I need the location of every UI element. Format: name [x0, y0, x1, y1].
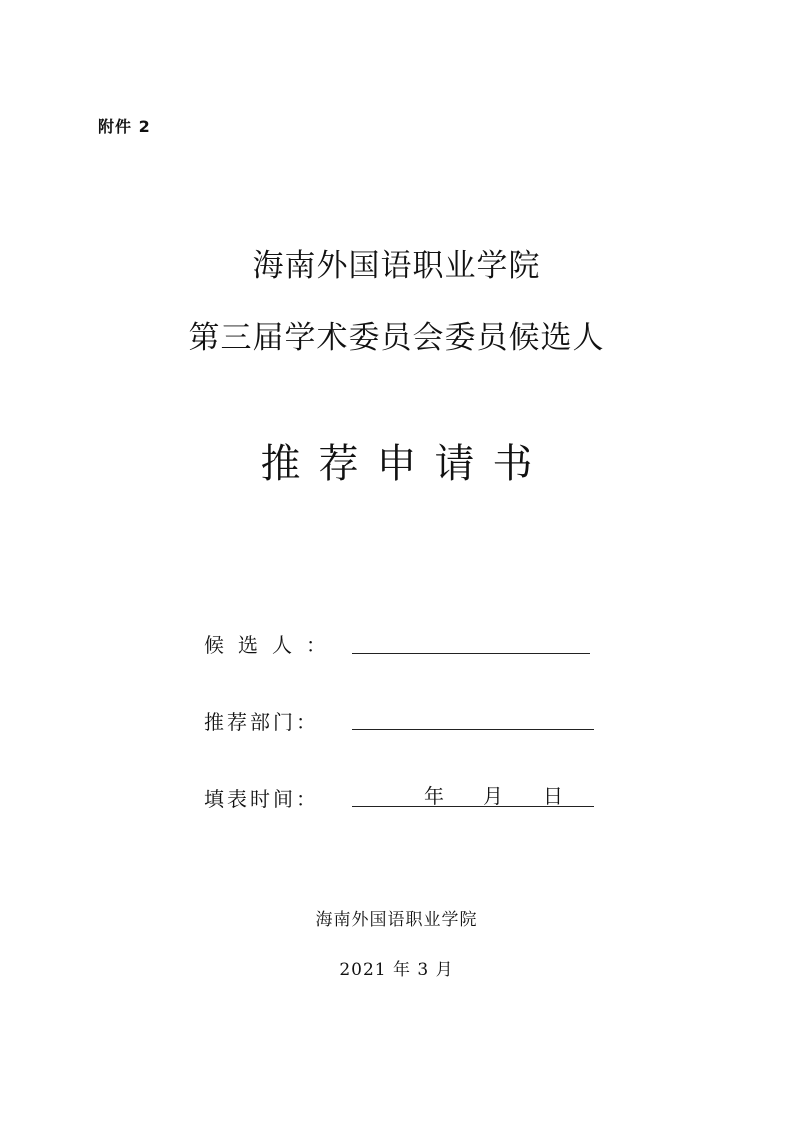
- candidate-label: 候选人：: [204, 633, 340, 657]
- committee-title: 第三届学术委员会委员候选人: [188, 320, 605, 356]
- date-day-unit: 日: [543, 784, 563, 808]
- candidate-field-line[interactable]: [352, 653, 590, 654]
- department-field-line[interactable]: [352, 729, 594, 730]
- footer-organization: 海南外国语职业学院: [315, 910, 478, 930]
- footer-date: 2021 年 3 月: [339, 960, 454, 980]
- attachment-label: 附件 2: [98, 117, 151, 136]
- date-month-unit: 月: [483, 784, 503, 808]
- document-title: 推荐申请书: [260, 441, 551, 487]
- department-label: 推荐部门：: [204, 710, 319, 734]
- date-label: 填表时间：: [204, 787, 319, 811]
- date-year-unit: 年: [424, 784, 444, 808]
- institution-title: 海南外国语职业学院: [252, 248, 541, 284]
